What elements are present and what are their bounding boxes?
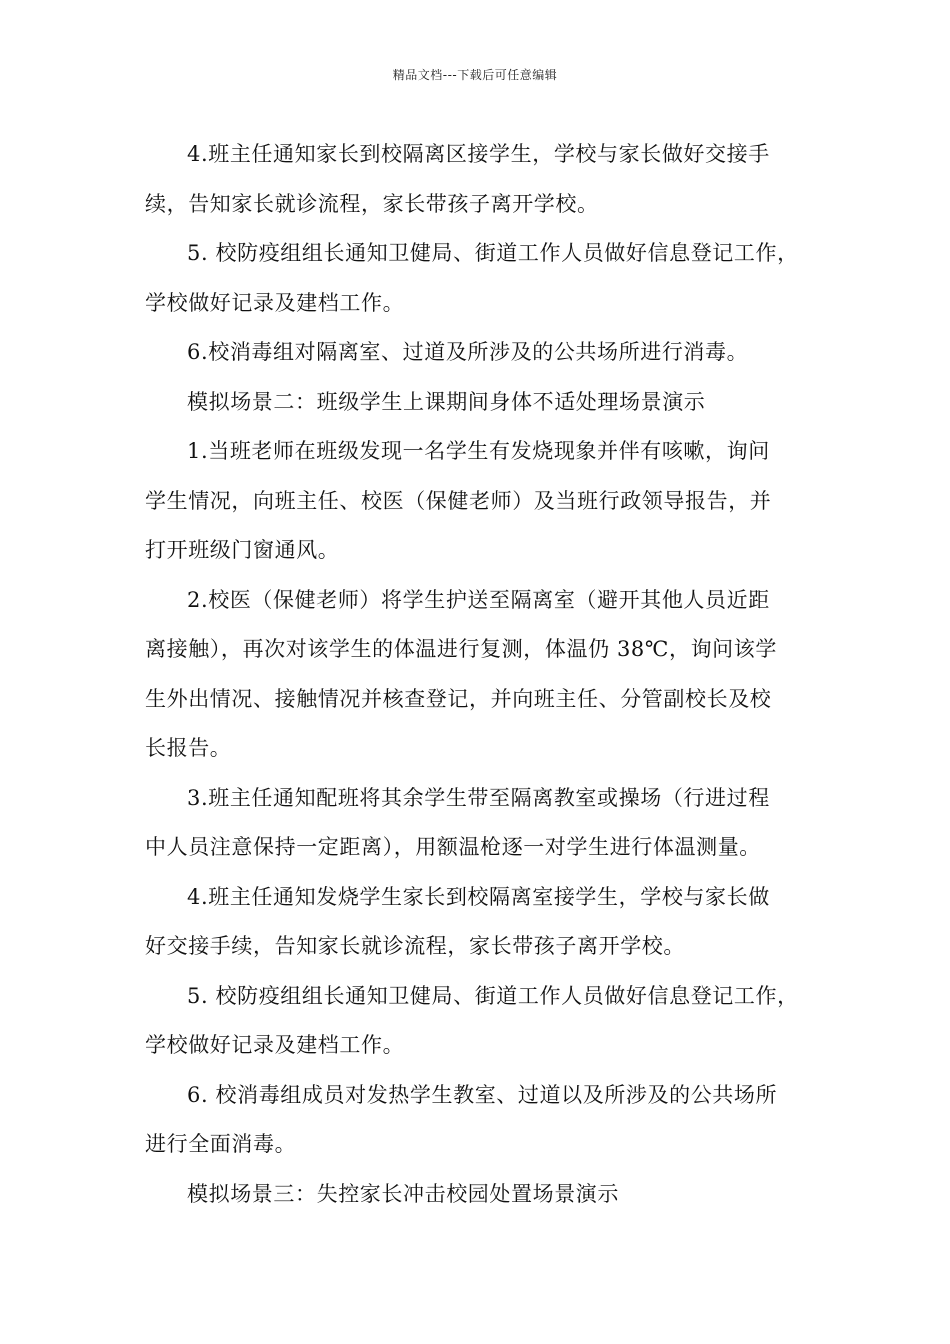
text-line: 2.校医（保健老师）将学生护送至隔离室（避开其他人员近距 <box>187 587 770 612</box>
text-line: 生外出情况、接触情况并核查登记，并向班主任、分管副校长及校 <box>145 686 772 711</box>
text-line: 模拟场景三：失控家长冲击校园处置场景演示 <box>187 1181 619 1206</box>
text-line: 4.班主任通知发烧学生家长到校隔离室接学生，学校与家长做 <box>187 884 770 909</box>
text-line: 离接触），再次对该学生的体温进行复测，体温仍 38℃，询问该学 <box>145 637 777 661</box>
text-line: 5. 校防疫组组长通知卫健局、街道工作人员做好信息登记工作， <box>187 983 799 1008</box>
page-header: 精品文档---下载后可任意编辑 <box>392 68 558 82</box>
text-line: 学校做好记录及建档工作。 <box>145 1033 405 1057</box>
document-body <box>145 130 815 1219</box>
text-line: 6. 校消毒组成员对发热学生教室、过道以及所涉及的公共场所 <box>187 1082 778 1107</box>
paragraph-scenario-two-step-2 <box>145 576 815 774</box>
text-line: 模拟场景二：班级学生上课期间身体不适处理场景演示 <box>187 389 706 414</box>
text-line: 中人员注意保持一定距离），用额温枪逐一对学生进行体温测量。 <box>145 835 761 859</box>
text-line: 进行全面消毒。 <box>145 1132 297 1156</box>
text-line: 续，告知家长就诊流程，家长带孩子离开学校。 <box>145 191 599 216</box>
text-line: 6.校消毒组对隔离室、过道及所涉及的公共场所进行消毒。 <box>187 340 749 364</box>
scenario-two-heading <box>145 378 815 428</box>
paragraph-scenario-two-step-5 <box>145 972 815 1071</box>
text-line: 学生情况，向班主任、校医（保健老师）及当班行政领导报告，并 <box>145 488 772 513</box>
paragraph-scenario-two-step-3 <box>145 774 815 873</box>
paragraph-scenario-two-step-1 <box>145 427 815 576</box>
paragraph-step-4-notify-parent <box>145 130 815 229</box>
text-line: 4.班主任通知家长到校隔离区接学生，学校与家长做好交接手 <box>187 142 770 166</box>
paragraph-scenario-two-step-6 <box>145 1071 815 1170</box>
text-line: 好交接手续，告知家长就诊流程，家长带孩子离开学校。 <box>145 934 685 958</box>
paragraph-scenario-two-step-4 <box>145 873 815 972</box>
text-line: 打开班级门窗通风。 <box>145 538 340 562</box>
text-line: 3.班主任通知配班将其余学生带至隔离教室或操场（行进过程 <box>187 785 770 810</box>
scenario-three-heading <box>145 1170 815 1220</box>
paragraph-step-5-registration <box>145 229 815 328</box>
text-line: 长报告。 <box>145 736 232 760</box>
text-line: 学校做好记录及建档工作。 <box>145 290 405 315</box>
paragraph-step-6-disinfection <box>145 328 815 378</box>
text-line: 1.当班老师在班级发现一名学生有发烧现象并伴有咳嗽，询问 <box>187 439 770 463</box>
text-line: 5. 校防疫组组长通知卫健局、街道工作人员做好信息登记工作， <box>187 241 799 265</box>
